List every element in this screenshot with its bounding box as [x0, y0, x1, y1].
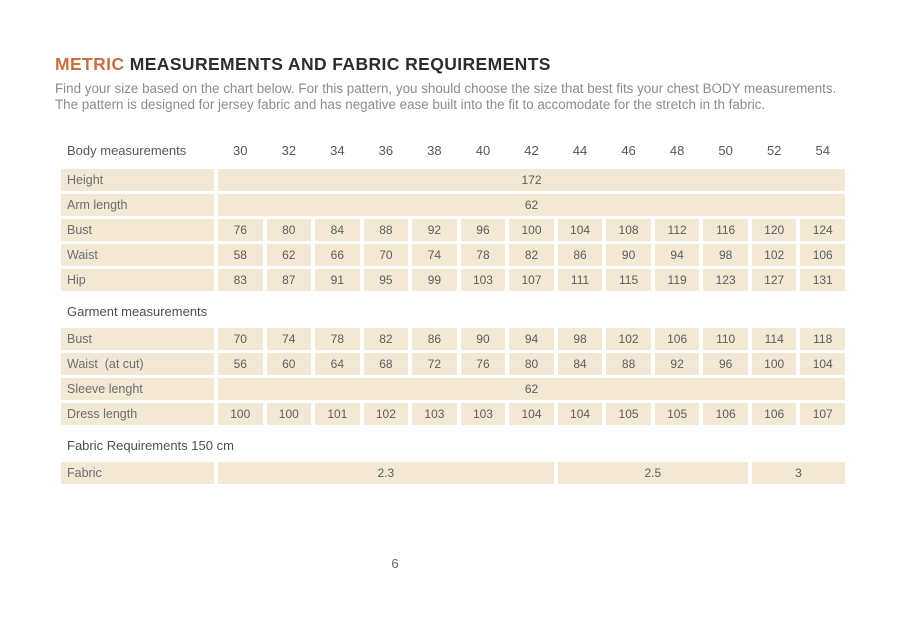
measurement-cell: 106	[800, 244, 845, 266]
size-column-header: 48	[669, 143, 685, 158]
table-row	[61, 328, 845, 350]
measurement-cell: 56	[218, 353, 263, 375]
size-column-header: 32	[281, 143, 297, 158]
page-number: 6	[391, 556, 399, 571]
measurement-cell: 108	[606, 219, 651, 241]
row-label: Waist (at cut)	[61, 353, 214, 375]
page-title-highlight: METRIC	[55, 54, 125, 74]
measurement-cell: 106	[752, 403, 797, 425]
span-value-cell: 172	[218, 169, 845, 191]
measurement-cell: 84	[315, 219, 360, 241]
measurement-cell: 86	[558, 244, 603, 266]
measurement-cell: 103	[461, 269, 506, 291]
size-header-row	[61, 140, 845, 162]
measurement-cell: 83	[218, 269, 263, 291]
measurement-cell: 66	[315, 244, 360, 266]
size-column-header: 50	[718, 143, 733, 158]
measurement-cell: 111	[558, 269, 603, 291]
measurement-cell: 88	[364, 219, 409, 241]
row-label: Hip	[61, 269, 214, 291]
measurement-cell: 87	[267, 269, 312, 291]
measurement-cell: 82	[364, 328, 409, 350]
measurement-cell: 78	[315, 328, 360, 350]
row-label: Bust	[61, 328, 214, 350]
measurement-cell: 102	[606, 328, 651, 350]
fabric-span-cell: 3	[752, 462, 845, 484]
measurement-cell: 100	[752, 353, 797, 375]
measurement-cell: 106	[655, 328, 700, 350]
measurement-cell: 131	[800, 269, 845, 291]
size-column-header: 30	[233, 143, 248, 158]
section-header-label: Garment measurements	[67, 304, 208, 319]
measurement-cell: 107	[800, 403, 845, 425]
intro-line-1: Find your size based on the chart below. For this pattern, you should choose the size that best fits your chest BODY measurements.	[55, 81, 837, 96]
table-row	[61, 462, 845, 484]
measurement-cell: 74	[412, 244, 457, 266]
intro-paragraph	[55, 81, 845, 112]
measurement-cell: 86	[412, 328, 457, 350]
row-label: Dress length	[61, 403, 214, 425]
span-value-cell: 62	[218, 194, 845, 216]
row-label: Sleeve lenght	[61, 378, 214, 400]
measurement-cell: 104	[558, 219, 603, 241]
table-row	[61, 219, 845, 241]
measurement-cell: 94	[655, 244, 700, 266]
section-header-row	[61, 428, 845, 462]
measurement-cell: 98	[558, 328, 603, 350]
row-label: Height	[61, 169, 214, 191]
row-label: Body measurements	[67, 143, 187, 158]
span-value-cell: 62	[218, 378, 845, 400]
measurement-cell: 104	[509, 403, 554, 425]
measurement-cell: 72	[412, 353, 457, 375]
measurement-cell: 120	[752, 219, 797, 241]
measurement-cell: 80	[509, 353, 554, 375]
size-column-header: 38	[427, 143, 442, 158]
measurement-cell: 78	[461, 244, 506, 266]
measurement-cell: 100	[218, 403, 263, 425]
measurement-cell: 123	[703, 269, 748, 291]
measurement-cell: 98	[703, 244, 748, 266]
table-row	[61, 378, 845, 400]
table-row	[61, 194, 845, 216]
measurement-cell: 92	[655, 353, 700, 375]
size-column-header: 34	[330, 143, 345, 158]
fabric-span-cell: 2.3	[218, 462, 554, 484]
table-row	[61, 269, 845, 291]
measurement-cell: 60	[267, 353, 312, 375]
size-column-header: 36	[378, 143, 394, 158]
intro-line-2: The pattern is designed for jersey fabric and has negative ease built into the fit to accomodate for the stretch in th fabric.	[55, 96, 766, 112]
measurement-cell: 58	[218, 244, 263, 266]
measurement-cell: 70	[218, 328, 263, 350]
row-label: Fabric	[61, 462, 214, 484]
row-label: Bust	[61, 219, 214, 241]
measurement-cell: 96	[703, 353, 748, 375]
measurement-cell: 90	[606, 244, 651, 266]
measurement-cell: 64	[315, 353, 360, 375]
size-column-header: 54	[815, 143, 830, 158]
measurement-cell: 110	[703, 328, 748, 350]
measurement-cell: 105	[606, 403, 651, 425]
measurement-cell: 124	[800, 219, 845, 241]
size-column-header: 52	[766, 143, 782, 158]
measurement-cell: 114	[752, 328, 797, 350]
measurement-cell: 70	[364, 244, 409, 266]
measurement-cell: 100	[509, 219, 554, 241]
fabric-span-cell: 2.5	[558, 462, 748, 484]
measurement-cell: 62	[267, 244, 312, 266]
table-row	[61, 169, 845, 191]
measurement-cell: 68	[364, 353, 409, 375]
measurement-cell: 101	[315, 403, 360, 425]
measurement-cell: 102	[364, 403, 409, 425]
measurement-cell: 74	[267, 328, 312, 350]
size-column-header: 40	[475, 143, 491, 158]
measurement-cell: 103	[412, 403, 457, 425]
measurement-cell: 90	[461, 328, 506, 350]
measurement-cell: 96	[461, 219, 506, 241]
measurement-cell: 94	[509, 328, 554, 350]
size-table	[61, 140, 845, 484]
measurement-cell: 112	[655, 219, 700, 241]
measurement-cell: 105	[655, 403, 700, 425]
page-title-rest: MEASUREMENTS AND FABRIC REQUIREMENTS	[124, 54, 551, 74]
row-label: Waist	[61, 244, 214, 266]
page-title	[55, 54, 845, 75]
measurement-cell: 119	[655, 269, 700, 291]
measurement-cell: 100	[267, 403, 312, 425]
section-header-row	[61, 294, 845, 328]
size-column-header: 44	[572, 143, 588, 158]
row-label: Arm length	[61, 194, 214, 216]
measurement-cell: 104	[558, 403, 603, 425]
measurement-cell: 107	[509, 269, 554, 291]
measurement-cell: 91	[315, 269, 360, 291]
size-column-header: 42	[524, 143, 539, 158]
measurement-cell: 84	[558, 353, 603, 375]
measurement-cell: 92	[412, 219, 457, 241]
measurement-cell: 116	[703, 219, 748, 241]
measurement-cell: 118	[800, 328, 845, 350]
table-row	[61, 403, 845, 425]
measurement-cell: 104	[800, 353, 845, 375]
size-column-header: 46	[621, 143, 636, 158]
measurement-cell: 115	[606, 269, 651, 291]
measurement-cell: 106	[703, 403, 748, 425]
measurement-cell: 95	[364, 269, 409, 291]
section-header-label: Fabric Requirements 150 cm	[67, 438, 234, 453]
measurement-cell: 99	[412, 269, 457, 291]
measurement-cell: 76	[218, 219, 263, 241]
measurement-cell: 76	[461, 353, 506, 375]
measurement-cell: 88	[606, 353, 651, 375]
table-row	[61, 353, 845, 375]
measurement-cell: 127	[752, 269, 797, 291]
measurement-cell: 80	[267, 219, 312, 241]
measurement-cell: 102	[752, 244, 797, 266]
measurement-cell: 82	[509, 244, 554, 266]
table-row	[61, 244, 845, 266]
measurement-cell: 103	[461, 403, 506, 425]
